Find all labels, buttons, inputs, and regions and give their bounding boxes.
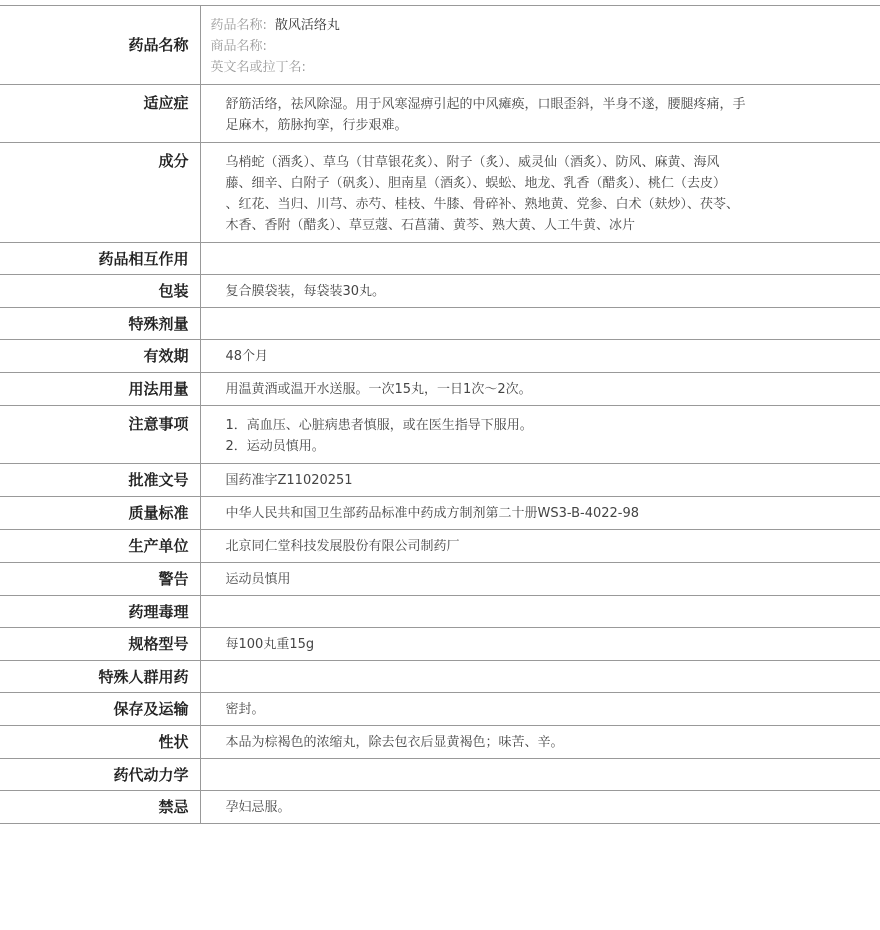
pharmacokinetics-value	[200, 759, 880, 791]
row-usage	[0, 373, 880, 406]
row-label: 包装	[0, 275, 200, 308]
row-special-dosage	[0, 308, 880, 340]
ingredients-line-2: 藤、细辛、白附子（矾炙）、胆南星（酒炙）、蜈蚣、地龙、乳香（醋炙）、桃仁（去皮）	[225, 176, 727, 191]
ingredients-line-4: 木香、香附（醋炙）、草豆蔻、石菖蒲、黄芩、熟大黄、人工牛黄、冰片	[225, 218, 636, 233]
row-label: 注意事项	[0, 406, 200, 464]
precautions-value	[200, 406, 880, 464]
row-label: 药品名称	[0, 6, 200, 85]
drug-info-table	[0, 5, 880, 824]
row-label: 警告	[0, 563, 200, 596]
generic-name-value: 散风活络丸	[274, 18, 340, 33]
english-name-key: 英文名或拉丁名:	[210, 60, 306, 75]
description-value: 本品为棕褐色的浓缩丸，除去包衣后显黄褐色；味苦、辛。	[225, 735, 564, 750]
ingredients-value	[200, 143, 880, 243]
indications-value	[200, 85, 880, 143]
special-populations-value	[200, 661, 880, 693]
generic-name-key: 药品名称:	[210, 18, 267, 33]
row-label: 特殊人群用药	[0, 661, 200, 693]
specification-value: 每100丸重15g	[225, 637, 315, 652]
row-label: 用法用量	[0, 373, 200, 406]
row-label: 禁忌	[0, 791, 200, 824]
trade-name-key: 商品名称:	[210, 39, 267, 54]
row-label: 药代动力学	[0, 759, 200, 791]
pharmacology-value	[200, 596, 880, 628]
row-label: 质量标准	[0, 497, 200, 530]
approval-number-value: 国药准字Z11020251	[225, 473, 353, 488]
drug-info-sheet	[0, 5, 880, 824]
storage-value: 密封。	[225, 702, 265, 717]
row-interactions	[0, 243, 880, 275]
row-label: 生产单位	[0, 530, 200, 563]
indications-line-2: 足麻木，筋脉拘挛，行步艰难。	[225, 118, 408, 133]
row-contraindications	[0, 791, 880, 824]
row-storage	[0, 693, 880, 726]
special-dosage-value	[200, 308, 880, 340]
row-label: 药理毒理	[0, 596, 200, 628]
row-label: 保存及运输	[0, 693, 200, 726]
name-block	[200, 6, 880, 85]
row-approval-number	[0, 464, 880, 497]
row-label: 适应症	[0, 85, 200, 143]
row-label: 药品相互作用	[0, 243, 200, 275]
precautions-line-1: 1．高血压、心脏病患者慎服，或在医生指导下服用。	[225, 418, 533, 433]
row-pharmacology	[0, 596, 880, 628]
row-label: 性状	[0, 726, 200, 759]
row-label: 特殊剂量	[0, 308, 200, 340]
quality-standard-value: 中华人民共和国卫生部药品标准中药成方制剂第二十册WS3-B-4022-98	[225, 506, 640, 521]
row-description	[0, 726, 880, 759]
shelf-life-value: 48个月	[225, 349, 269, 364]
row-shelf-life	[0, 340, 880, 373]
row-manufacturer	[0, 530, 880, 563]
generic-name-line	[211, 15, 861, 36]
row-precautions	[0, 406, 880, 464]
row-specification	[0, 628, 880, 661]
warning-value: 运动员慎用	[225, 572, 291, 587]
row-quality-standard	[0, 497, 880, 530]
row-label: 规格型号	[0, 628, 200, 661]
packaging-value: 复合膜袋装，每袋装30丸。	[225, 284, 386, 299]
row-ingredients	[0, 143, 880, 243]
interactions-value	[200, 243, 880, 275]
row-label: 批准文号	[0, 464, 200, 497]
manufacturer-value: 北京同仁堂科技发展股份有限公司制药厂	[225, 539, 460, 554]
contraindications-value: 孕妇忌服。	[225, 800, 291, 815]
row-pharmacokinetics	[0, 759, 880, 791]
row-packaging	[0, 275, 880, 308]
row-label: 有效期	[0, 340, 200, 373]
trade-name-line	[211, 36, 861, 57]
row-label: 成分	[0, 143, 200, 243]
row-indications	[0, 85, 880, 143]
ingredients-line-3: 、红花、当归、川芎、赤芍、桂枝、牛膝、骨碎补、熟地黄、党参、白术（麸炒）、茯苓、	[225, 197, 740, 212]
precautions-line-2: 2．运动员慎用。	[225, 439, 325, 454]
ingredients-line-1: 乌梢蛇（酒炙）、草乌（甘草银花炙）、附子（炙）、威灵仙（酒炙）、防风、麻黄、海风	[225, 155, 720, 170]
english-name-line	[211, 57, 861, 78]
row-drug-name	[0, 6, 880, 85]
usage-value: 用温黄酒或温开水送服。一次15丸，一日1次～2次。	[225, 382, 532, 397]
indications-line-1: 舒筋活络，祛风除湿。用于风寒湿痹引起的中风瘫痪，口眼歪斜，半身不遂，腰腿疼痛，手	[225, 97, 746, 112]
row-special-populations	[0, 661, 880, 693]
row-warning	[0, 563, 880, 596]
